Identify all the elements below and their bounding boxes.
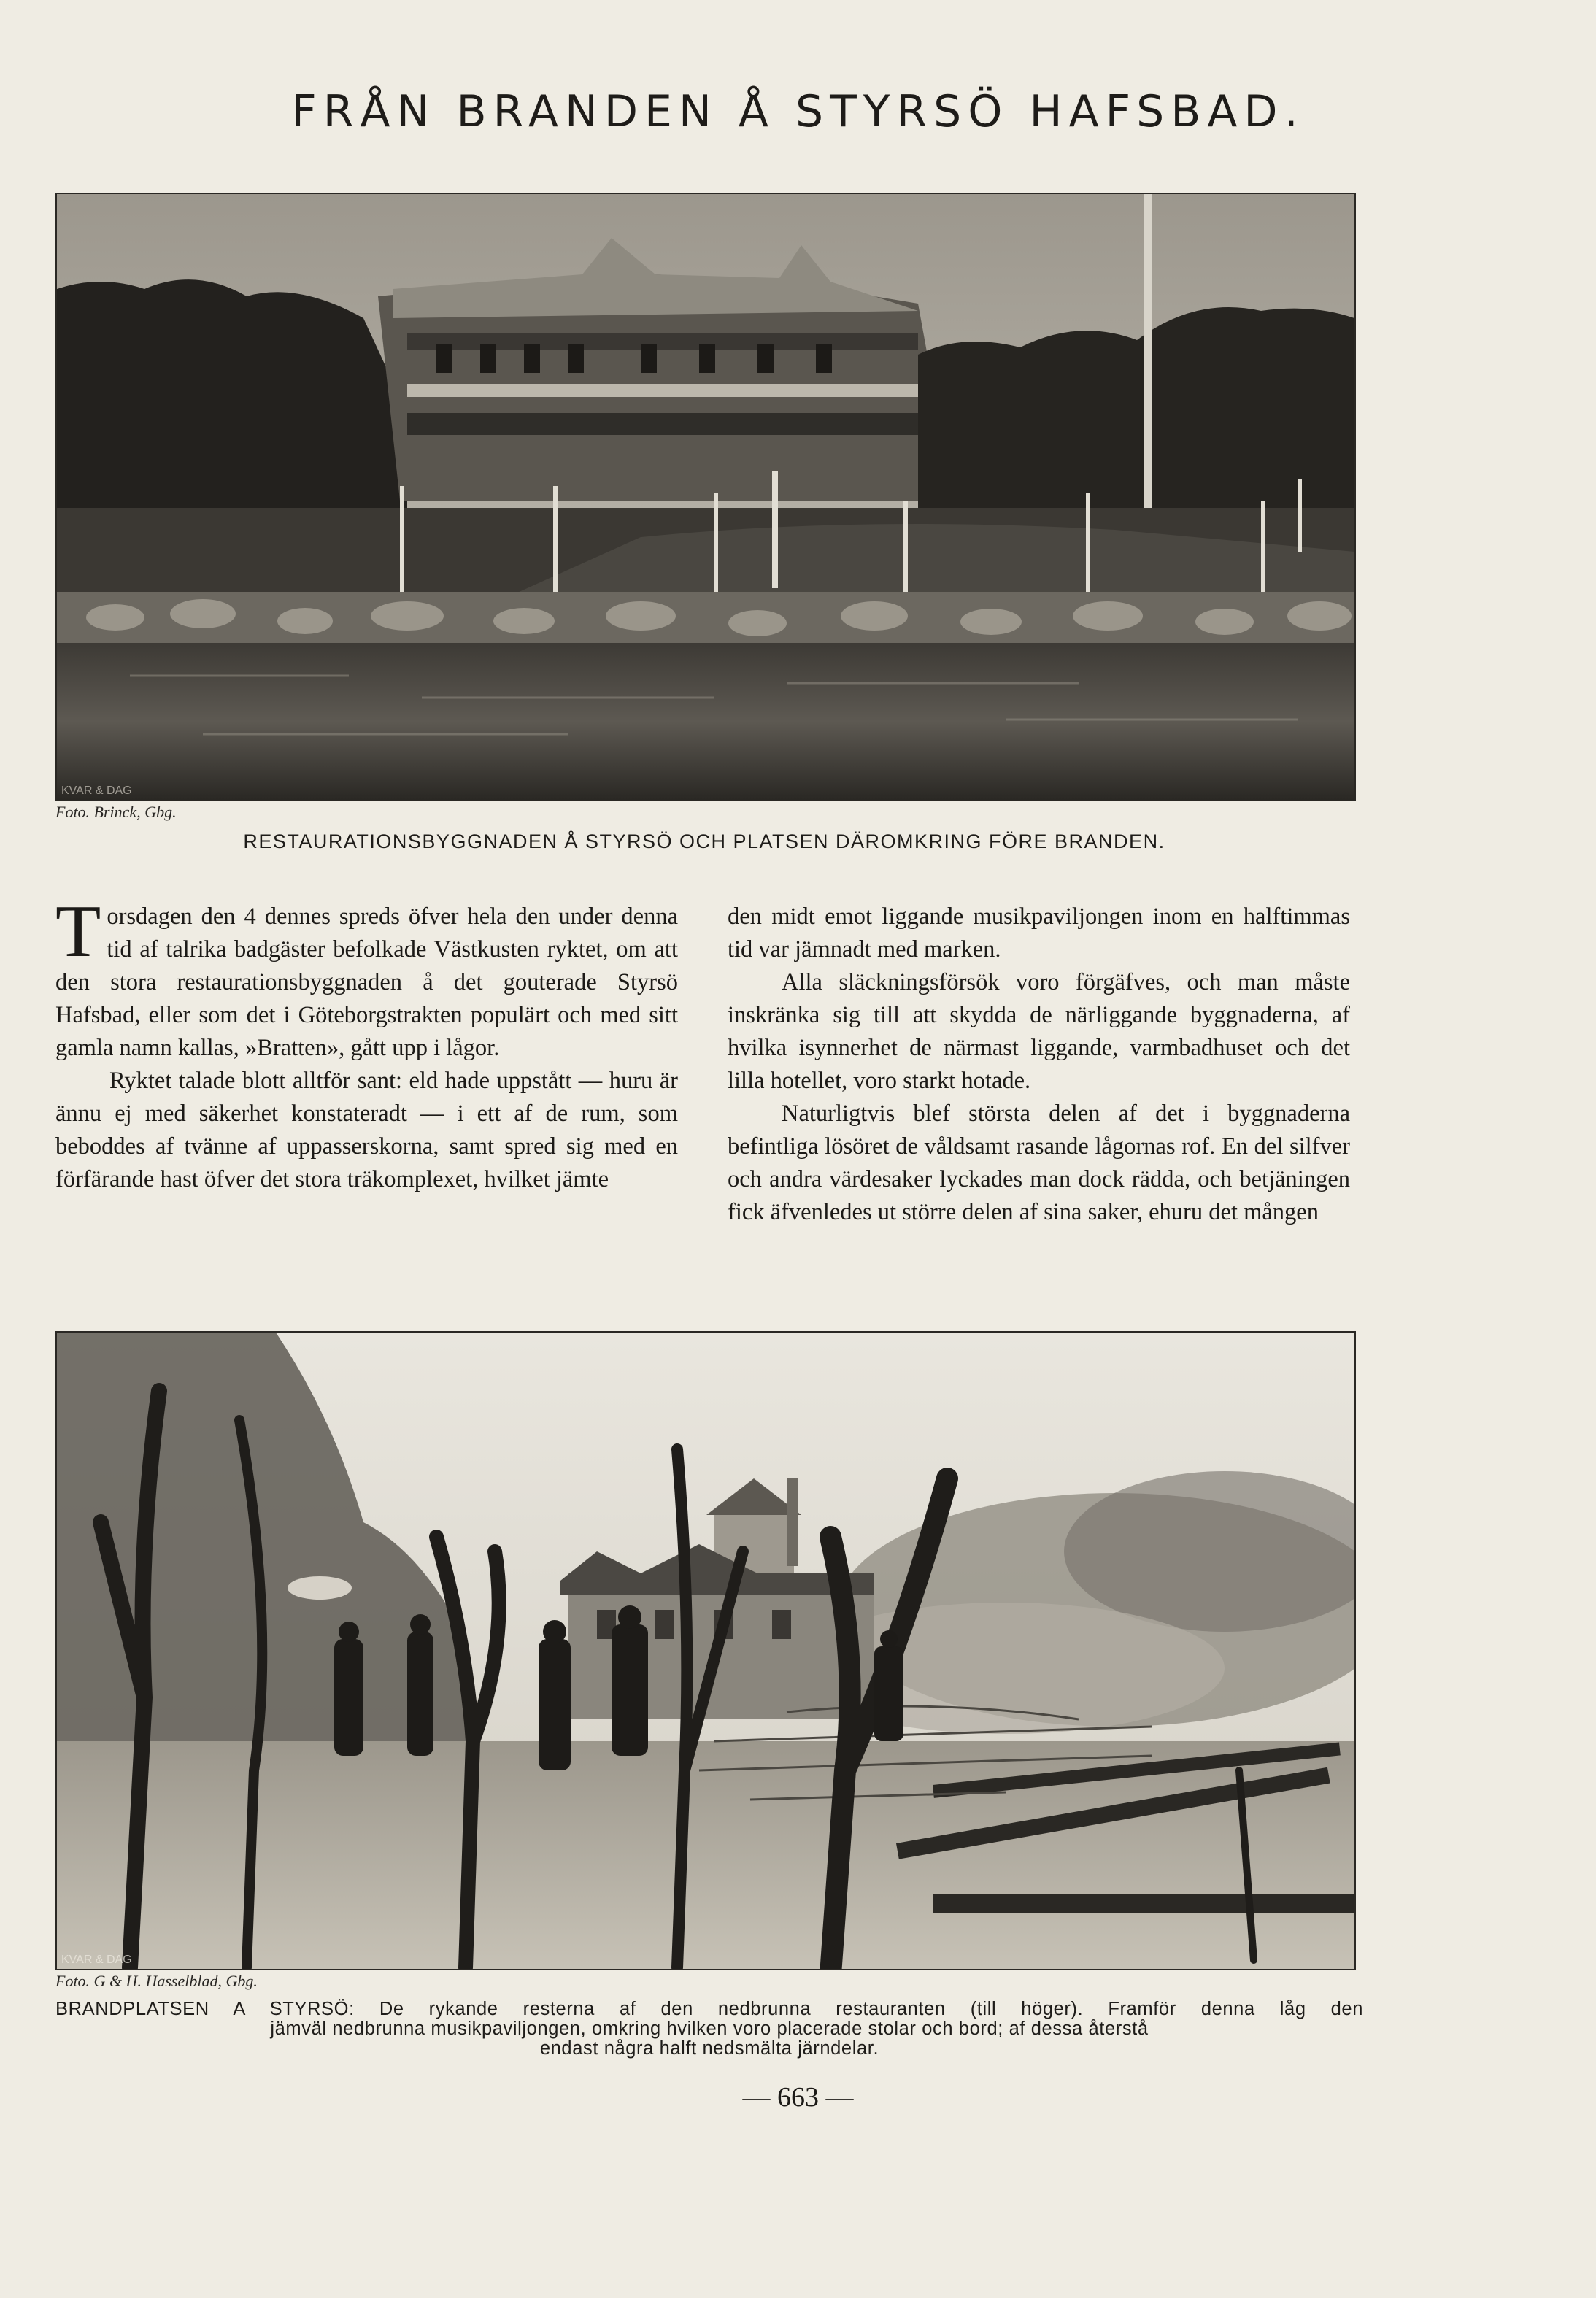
restaurant-photo (55, 193, 1356, 801)
photo1-watermark: KVAR & DAG (61, 784, 132, 797)
paragraph: den midt emot liggande musikpaviljongen inom en halftimmas tid var jämnadt med marken. (728, 903, 1350, 963)
page-number: — 663 — (742, 2082, 854, 2113)
photo1-caption: RESTAURATIONSBYGGNADEN Å STYRSÖ OCH PLATSEN DÄROMKRING FÖRE BRANDEN. (243, 830, 1165, 852)
photo2-watermark: KVAR & DAG (61, 1954, 132, 1966)
paragraph: Naturligtvis blef största delen af det i byggnaderna befintliga lösöret de våldsamt rasande lågornas rof. En del silfver och andra värdesaker lyckades man dock rädda, och betjäningen fick äfvenledes ut större delen af sina saker, ehuru det mången (728, 1100, 1350, 1225)
photo1-credit: Foto. Brinck, Gbg. (55, 803, 177, 821)
paragraph: Alla släckningsförsök voro förgäfves, och man måste inskränka sig till att skydda de närliggande byggnaderna, af hvilka isynnerhet de närmast liggande, varmbadhuset och det lilla hotellet, voro starkt hotade. (728, 969, 1350, 1094)
page-title: FRÅN BRANDEN Å STYRSÖ HAFSBAD. (291, 86, 1305, 137)
caption-line: jämväl nedbrunna musikpaviljongen, omkring hvilken voro placerade stolar och bord; af dessa återstå (270, 2019, 1149, 2039)
paragraph: orsdagen den 4 dennes spreds öfver hela den under denna tid af talrika badgäster befolkade Västkusten ryktet, om att den stora restaurationsbyggnaden å det gouterade Styrsö Hafsbad, eller som det i Göteborgstrakten populärt och med sitt gamla namn kallas, »Bratten», gått upp i lågor. (55, 903, 678, 1061)
article-right-column (728, 901, 1350, 1229)
photo2-credit: Foto. G & H. Hasselblad, Gbg. (55, 1972, 258, 1990)
caption-line: BRANDPLATSEN A STYRSÖ: De rykande resterna af den nedbrunna restauranten (till höger). Framför denna låg den (55, 1999, 1363, 2019)
caption-line: endast några halft nedsmälta järndelar. (539, 2038, 879, 2059)
fire-site-photo (55, 1331, 1356, 1970)
paragraph: Ryktet talade blott alltför sant: eld hade uppstått — huru är ännu ej med säkerhet konstateradt — i ett af de rum, som beboddes af tvänne af uppasserskorna, samt spred sig med en förfärande hast öfver det stora träkomplexet, hvilket jämte (55, 1068, 678, 1192)
photo2-caption (55, 2000, 1363, 2059)
dropcap: T (55, 890, 101, 973)
article-left-column (55, 890, 678, 1196)
